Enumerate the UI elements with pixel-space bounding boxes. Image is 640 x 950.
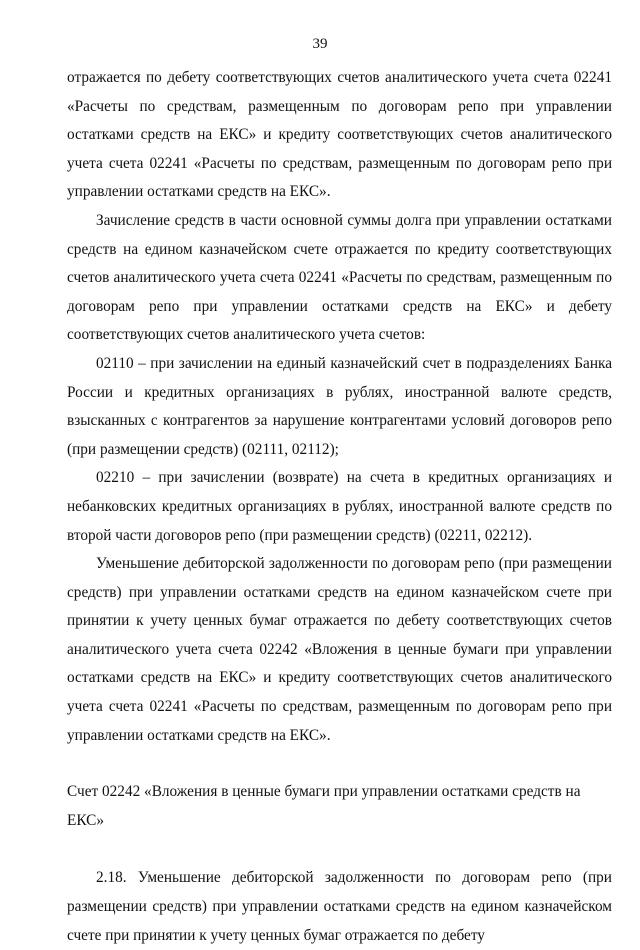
spacer — [67, 835, 612, 864]
document-body — [67, 64, 612, 950]
page-number: 39 — [312, 36, 328, 52]
paragraph-account-02110: 02110 – при зачислении на единый казначейский счет в подразделениях Банка России и кредитных организациях в рублях, иностранной валюте средств, взысканных с контрагентов за нарушение контрагентами условий договоров репо (при размещении средств) (02111, 02112); — [67, 354, 612, 458]
paragraph-receivables-decrease: Уменьшение дебиторской задолженности по договорам репо (при размещении средств) при управлении остатками средств на едином казначейском счете при принятии к учету ценных бумаг отражается по дебету соответствующих счетов аналитического учета счета 02242 «Вложения в ценные бумаги при управлении остатками средств на ЕКС» и кредиту соответствующих счетов аналитического учета счета 02241 «Расчеты по средствам, размещенным по договорам репо при управлении остатками средств на ЕКС». — [67, 555, 612, 744]
paragraph-continuation: отражается по дебету соответствующих счетов аналитического учета счета 02241 «Расчеты по средствам, размещенным по договорам репо при управлении остатками средств на ЕКС» и кредиту соответствующих счетов аналитического учета счета 02241 «Расчеты по средствам, размещенным по договорам репо при управлении остатками средств на ЕКС». — [67, 69, 612, 201]
account-heading: Счет 02242 «Вложения в ценные бумаги при управлении остатками средств на ЕКС» — [67, 783, 581, 829]
paragraph-account-02210: 02210 – при зачислении (возврате) на счета в кредитных организациях и небанковских кредитных организациях в рублях, иностранной валюте средств по второй части договоров репо (при размещении средств) (02211, 02212). — [67, 469, 612, 544]
spacer — [67, 750, 612, 778]
paragraph-principal-crediting: Зачисление средств в части основной суммы долга при управлении остатками средств на едином казначейском счете отражается по кредиту соответствующих счетов аналитического учета счета 02241 «Расчеты по средствам, размещенным по договорам репо при управлении остатками средств на ЕКС» и дебету соответствующих счетов аналитического учета счетов: — [67, 211, 612, 344]
clause-2-18: 2.18. Уменьшение дебиторской задолженности по договорам репо (при размещении средств) при управлении остатками средств на едином казначейском счете при принятии к учету ценных бумаг отражается по дебету — [67, 869, 612, 944]
